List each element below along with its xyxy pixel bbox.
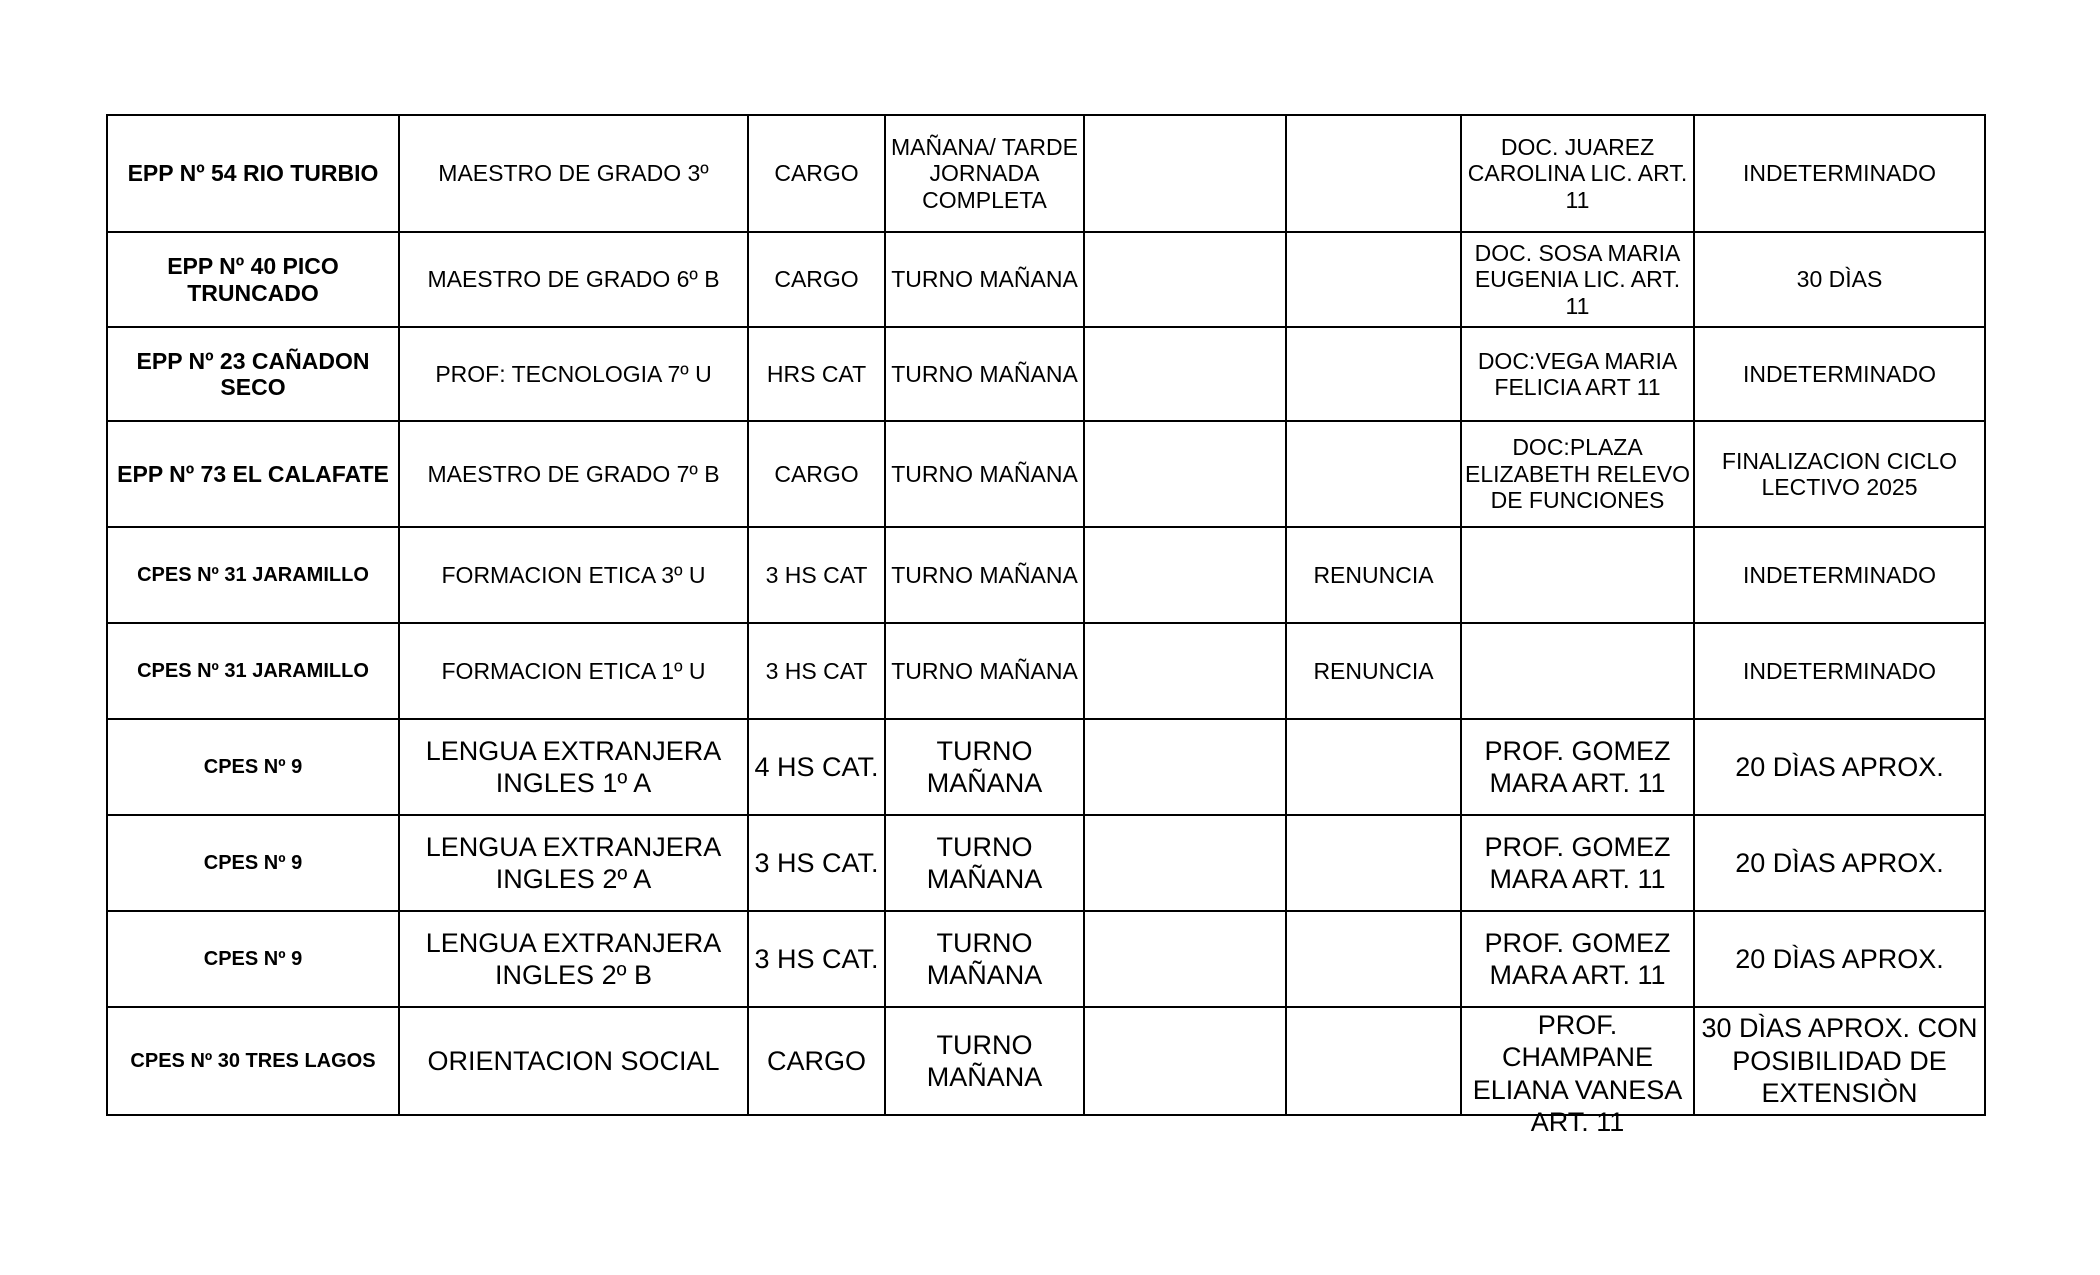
shift-cell: TURNO MAÑANA bbox=[885, 911, 1084, 1007]
duration-cell: 20 DÌAS APROX. bbox=[1694, 911, 1985, 1007]
type-cell: 3 HS CAT. bbox=[748, 911, 885, 1007]
school-cell: CPES Nº 31 JARAMILLO bbox=[107, 527, 399, 623]
schedule-cell bbox=[1084, 327, 1286, 421]
school-cell: CPES Nº 9 bbox=[107, 815, 399, 911]
replaces-cell bbox=[1461, 527, 1694, 623]
vacancies-table bbox=[106, 114, 1986, 1138]
table-row bbox=[107, 815, 1985, 911]
duration-cell: 30 DÌAS bbox=[1694, 232, 1985, 327]
reason-cell bbox=[1286, 232, 1461, 327]
subject-cell: MAESTRO DE GRADO 6º B bbox=[399, 232, 748, 327]
subject-cell: LENGUA EXTRANJERA INGLES 1º A bbox=[399, 719, 748, 815]
duration-cell: INDETERMINADO bbox=[1694, 115, 1985, 232]
school-cell: EPP Nº 40 PICO TRUNCADO bbox=[107, 232, 399, 327]
type-cell: 4 HS CAT. bbox=[748, 719, 885, 815]
duration-cell: 20 DÌAS APROX. bbox=[1694, 719, 1985, 815]
type-cell: HRS CAT bbox=[748, 327, 885, 421]
subject-cell: PROF: TECNOLOGIA 7º U bbox=[399, 327, 748, 421]
table-row bbox=[107, 623, 1985, 719]
school-cell: CPES Nº 31 JARAMILLO bbox=[107, 623, 399, 719]
table-row bbox=[107, 719, 1985, 815]
replaces-cell: DOC. JUAREZ CAROLINA LIC. ART. 11 bbox=[1461, 115, 1694, 232]
schedule-cell bbox=[1084, 623, 1286, 719]
reason-cell bbox=[1286, 719, 1461, 815]
duration-cell: FINALIZACION CICLO LECTIVO 2025 bbox=[1694, 421, 1985, 527]
duration-cell: 30 DÌAS APROX. CON POSIBILIDAD DE EXTENSIÒN bbox=[1694, 1007, 1985, 1115]
reason-cell bbox=[1286, 327, 1461, 421]
school-cell: EPP Nº 54 RIO TURBIO bbox=[107, 115, 399, 232]
replaces-text: PROF. CHAMPANE ELIANA VANESA ART. 11 bbox=[1472, 1010, 1683, 1138]
duration-cell: 20 DÌAS APROX. bbox=[1694, 815, 1985, 911]
table-row bbox=[107, 232, 1985, 327]
reason-cell bbox=[1286, 115, 1461, 232]
schedule-cell bbox=[1084, 815, 1286, 911]
type-cell: 3 HS CAT bbox=[748, 527, 885, 623]
replaces-cell: PROF. GOMEZ MARA ART. 11 bbox=[1461, 719, 1694, 815]
subject-cell: FORMACION ETICA 1º U bbox=[399, 623, 748, 719]
schedule-cell bbox=[1084, 719, 1286, 815]
subject-cell: LENGUA EXTRANJERA INGLES 2º A bbox=[399, 815, 748, 911]
shift-cell: MAÑANA/ TARDE JORNADA COMPLETA bbox=[885, 115, 1084, 232]
type-cell: CARGO bbox=[748, 115, 885, 232]
reason-cell bbox=[1286, 911, 1461, 1007]
duration-cell: INDETERMINADO bbox=[1694, 623, 1985, 719]
table-row bbox=[107, 911, 1985, 1007]
reason-cell: RENUNCIA bbox=[1286, 623, 1461, 719]
table-row bbox=[107, 327, 1985, 421]
type-cell: CARGO bbox=[748, 421, 885, 527]
replaces-cell: DOC:VEGA MARIA FELICIA ART 11 bbox=[1461, 327, 1694, 421]
shift-cell: TURNO MAÑANA bbox=[885, 527, 1084, 623]
reason-cell bbox=[1286, 1007, 1461, 1115]
schedule-cell bbox=[1084, 421, 1286, 527]
school-cell: EPP Nº 73 EL CALAFATE bbox=[107, 421, 399, 527]
subject-cell: LENGUA EXTRANJERA INGLES 2º B bbox=[399, 911, 748, 1007]
schedule-cell bbox=[1084, 232, 1286, 327]
subject-cell: MAESTRO DE GRADO 3º bbox=[399, 115, 748, 232]
schedule-cell bbox=[1084, 911, 1286, 1007]
table-row bbox=[107, 1007, 1985, 1115]
reason-cell bbox=[1286, 815, 1461, 911]
table-row bbox=[107, 527, 1985, 623]
type-cell: 3 HS CAT bbox=[748, 623, 885, 719]
shift-cell: TURNO MAÑANA bbox=[885, 623, 1084, 719]
reason-cell: RENUNCIA bbox=[1286, 527, 1461, 623]
shift-cell: TURNO MAÑANA bbox=[885, 232, 1084, 327]
school-cell: CPES Nº 9 bbox=[107, 911, 399, 1007]
schedule-cell bbox=[1084, 1007, 1286, 1115]
shift-cell: TURNO MAÑANA bbox=[885, 421, 1084, 527]
table-row bbox=[107, 115, 1985, 232]
replaces-cell bbox=[1461, 421, 1694, 527]
type-cell: 3 HS CAT. bbox=[748, 815, 885, 911]
replaces-cell: PROF. GOMEZ MARA ART. 11 bbox=[1461, 815, 1694, 911]
reason-cell bbox=[1286, 421, 1461, 527]
subject-cell: FORMACION ETICA 3º U bbox=[399, 527, 748, 623]
replaces-text: DOC:PLAZA ELIZABETH RELEVO DE FUNCIONES bbox=[1465, 434, 1690, 514]
shift-cell: TURNO MAÑANA bbox=[885, 815, 1084, 911]
school-cell: CPES Nº 9 bbox=[107, 719, 399, 815]
type-cell: CARGO bbox=[748, 1007, 885, 1115]
replaces-cell: PROF. GOMEZ MARA ART. 11 bbox=[1461, 911, 1694, 1007]
type-cell: CARGO bbox=[748, 232, 885, 327]
shift-cell: TURNO MAÑANA bbox=[885, 1007, 1084, 1115]
schedule-cell bbox=[1084, 527, 1286, 623]
replaces-cell: DOC. SOSA MARIA EUGENIA LIC. ART. 11 bbox=[1461, 232, 1694, 327]
table-row bbox=[107, 421, 1985, 527]
shift-cell: TURNO MAÑANA bbox=[885, 327, 1084, 421]
replaces-cell bbox=[1461, 623, 1694, 719]
school-cell: EPP Nº 23 CAÑADON SECO bbox=[107, 327, 399, 421]
shift-cell: TURNO MAÑANA bbox=[885, 719, 1084, 815]
school-cell: CPES Nº 30 TRES LAGOS bbox=[107, 1007, 399, 1115]
duration-cell: INDETERMINADO bbox=[1694, 527, 1985, 623]
schedule-cell bbox=[1084, 115, 1286, 232]
duration-cell: INDETERMINADO bbox=[1694, 327, 1985, 421]
subject-cell: ORIENTACION SOCIAL bbox=[399, 1007, 748, 1115]
replaces-cell bbox=[1461, 1007, 1694, 1138]
subject-cell: MAESTRO DE GRADO 7º B bbox=[399, 421, 748, 527]
